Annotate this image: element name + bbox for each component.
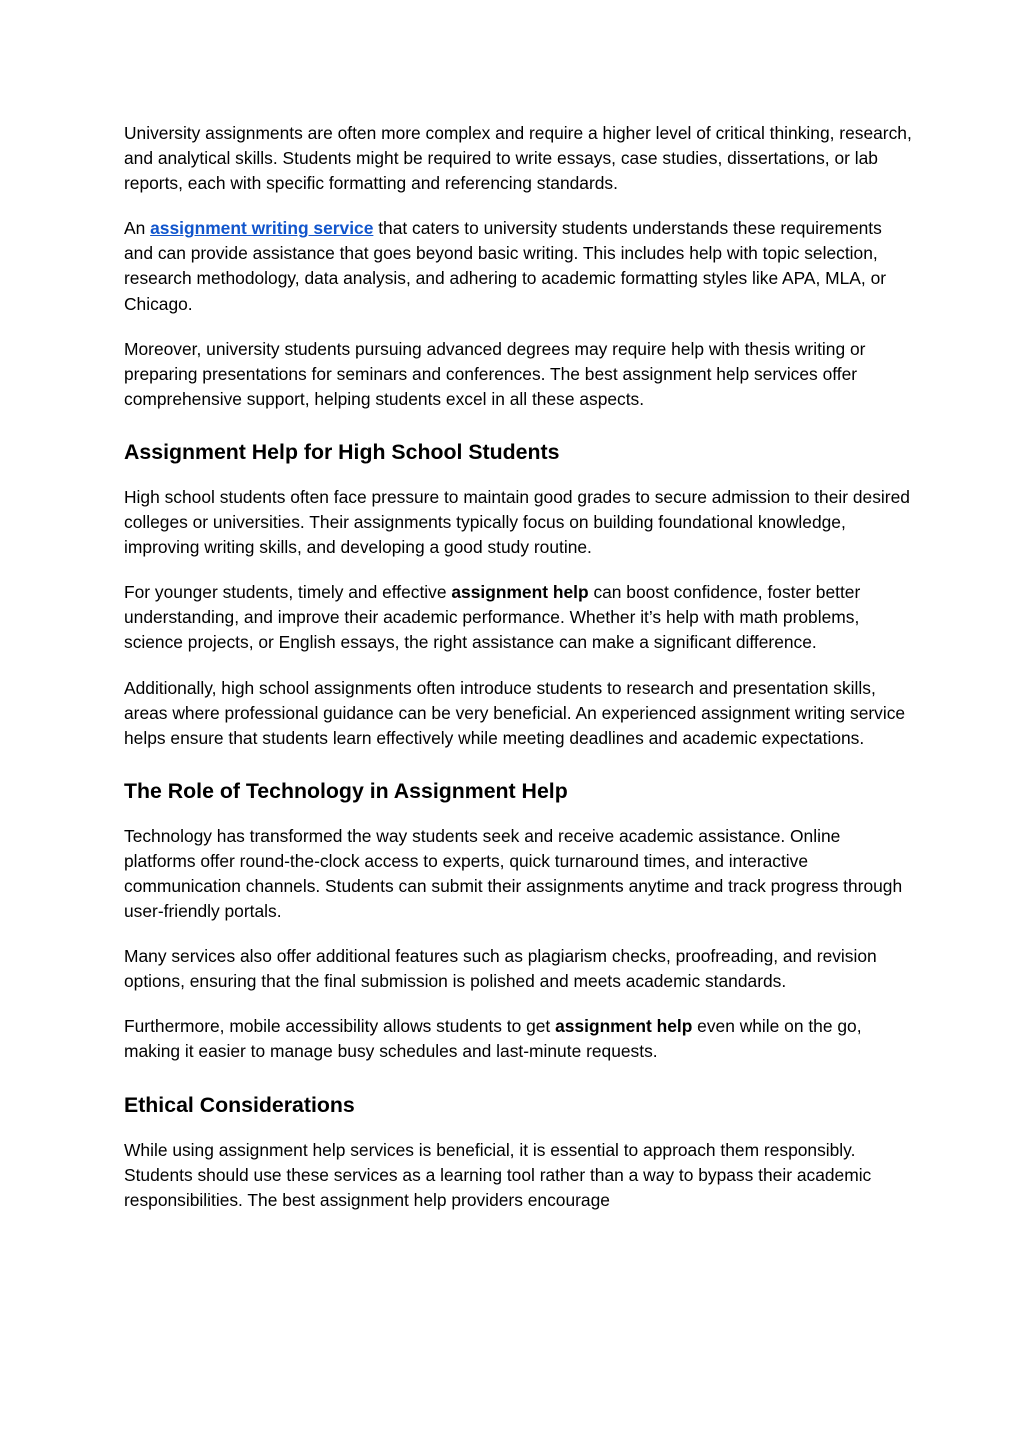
paragraph-advanced-degrees: Moreover, university students pursuing advanced degrees may require help with thesis writing or preparing presentations for seminars and conferences. The best assignment help services offer comprehensive support, helping students excel in all these aspects. — [124, 338, 866, 409]
paragraph-text-before-bold: For younger students, timely and effective — [124, 582, 452, 603]
assignment-writing-service-link[interactable]: assignment writing service — [150, 218, 374, 239]
paragraph-mobile-accessibility — [124, 1014, 914, 1064]
paragraph-text-before-bold: Furthermore, mobile accessibility allows students to get — [124, 1016, 556, 1037]
paragraph-younger-students — [124, 580, 914, 655]
heading-technology: The Role of Technology in Assignment Help — [124, 778, 568, 803]
paragraph-high-school-pressure: High school students often face pressure to maintain good grades to secure admission to their desired colleges or universities. Their assignments typically focus on building foundational knowledge, improving writing skills, and developing a good study routine. — [124, 486, 910, 558]
paragraph-research-presentation: Additionally, high school assignments often introduce students to research and presentation skills, areas where professional guidance can be very beneficial. An experienced assignment writing service helps ensure that students learn effectively while meeting deadlines and academic expectations. — [124, 677, 906, 748]
heading-high-school: Assignment Help for High School Students — [124, 439, 560, 464]
paragraph-text-after-bold: can boost confidence, foster better understanding, and improve their academic performance. Whether it’s help with math problems, science projects, or English essays, the right assistance can make a significant difference. — [124, 582, 861, 653]
paragraph-ethical-use: While using assignment help services is beneficial, it is essential to approach them responsibly. Students should use these services as a learning tool rather than a way to bypass their academic responsibilities. The best assignment help providers encourage — [124, 1139, 872, 1210]
paragraph-additional-features: Many services also offer additional features such as plagiarism checks, proofreading, and revision options, ensuring that the final submission is polished and meets academic standards. — [124, 946, 877, 992]
document-page — [124, 121, 914, 1233]
paragraph-assignment-writing-service — [124, 216, 914, 316]
bold-assignment-help: assignment help — [451, 582, 589, 603]
paragraph-university-assignments: University assignments are often more complex and require a higher level of critical thinking, research, and analytical skills. Students might be required to write essays, case studies, dissertations, or lab reports, each with specific formatting and referencing standards. — [124, 123, 912, 194]
paragraph-text-before-link: An — [124, 218, 151, 239]
heading-ethical: Ethical Considerations — [124, 1092, 355, 1117]
paragraph-technology-transformed: Technology has transformed the way students seek and receive academic assistance. Online platforms offer round-the-clock access to experts, quick turnaround times, and interactive communication channels. Students can submit their assignments anytime and track progress through user-friendly portals. — [124, 825, 903, 922]
paragraph-text-after-bold: even while on the go, making it easier to manage busy schedules and last-minute requests. — [124, 1016, 862, 1062]
bold-assignment-help: assignment help — [555, 1016, 693, 1037]
paragraph-text-after-link: that caters to university students understands these requirements and can provide assistance that goes beyond basic writing. This includes help with topic selection, research methodology, data analysis, and adhering to academic formatting styles like APA, MLA, or Chicago. — [124, 218, 887, 314]
